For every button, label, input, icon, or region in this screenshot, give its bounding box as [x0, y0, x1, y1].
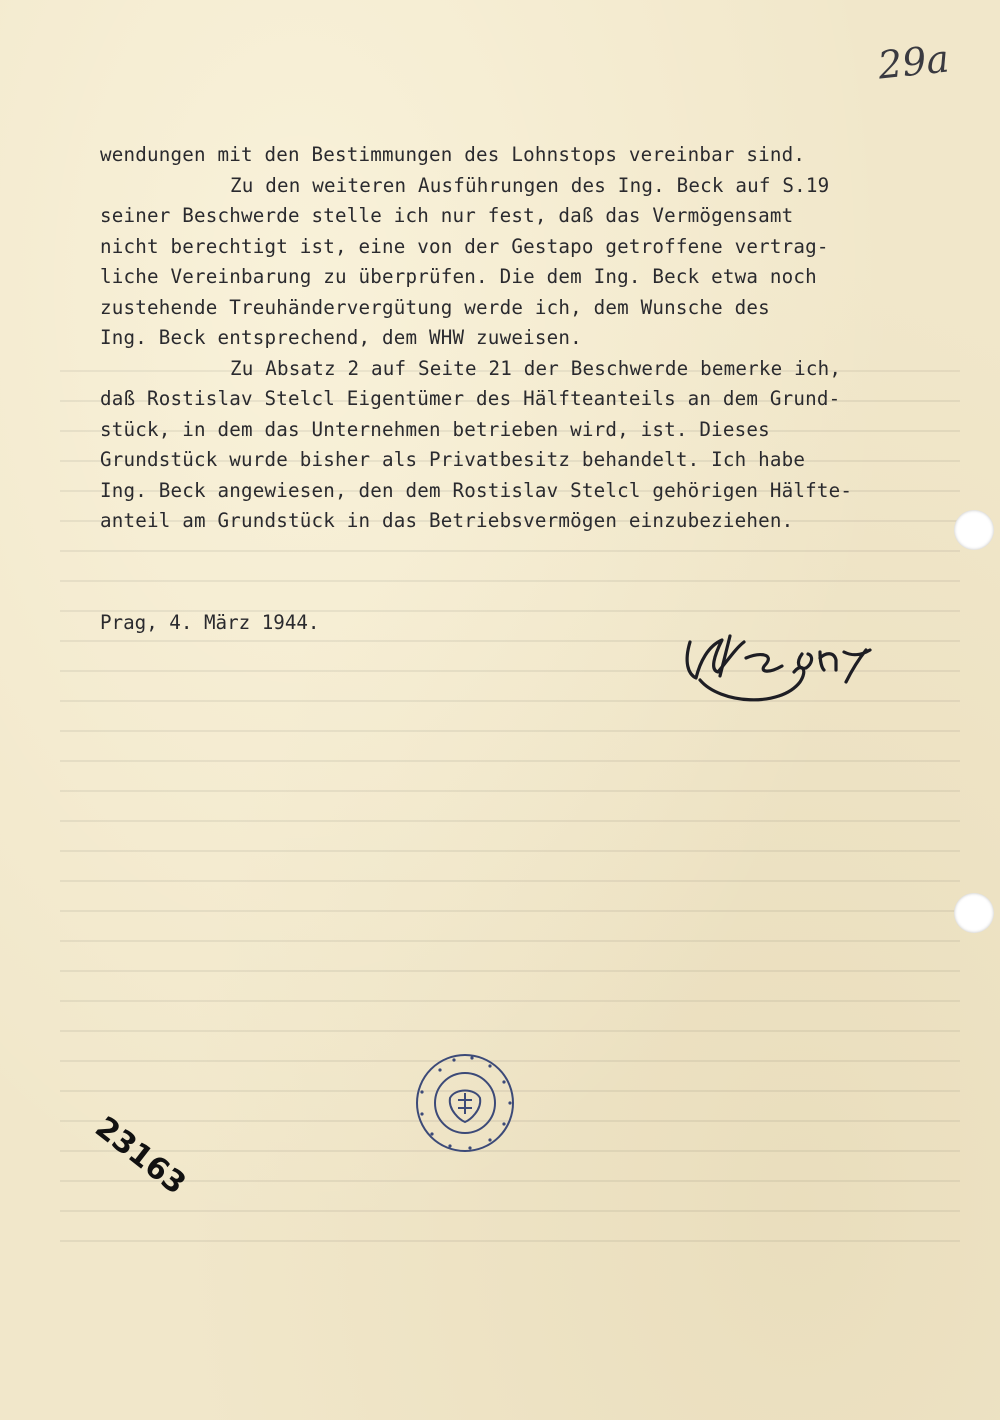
- punch-hole: [954, 510, 994, 550]
- place-and-date: Prag, 4. März 1944.: [100, 611, 320, 634]
- body-line: liche Vereinbarung zu überprüfen. Die dem Ing. Beck etwa noch: [100, 265, 817, 288]
- body-line: stück, in dem das Unternehmen betrieben wird, ist. Dieses: [100, 417, 770, 441]
- body-line: daß Rostislav Stelcl Eigentümer des Hälfteanteils an dem Grund-: [100, 387, 841, 410]
- body-line: wendungen mit den Bestimmungen des Lohnstops vereinbar sind.: [100, 143, 806, 166]
- archive-file-number: 23163: [88, 1110, 193, 1202]
- ministry-stamp: [410, 1048, 520, 1158]
- body-line: zustehende Treuhändervergütung werde ich, dem Wunsche des: [100, 295, 770, 319]
- body-line: Ing. Beck angewiesen, den dem Rostislav Stelcl gehörigen Hälfte-: [100, 478, 853, 502]
- letter-body: [100, 140, 920, 537]
- handwritten-signature: [670, 612, 890, 722]
- body-line: nicht berechtigt ist, eine von der Gestapo getroffene vertrag-: [100, 234, 829, 258]
- punch-hole: [954, 893, 994, 933]
- body-line: Zu Absatz 2 auf Seite 21 der Beschwerde bemerke ich,: [230, 356, 842, 380]
- body-line: Grundstück wurde bisher als Privatbesitz behandelt. Ich habe: [100, 448, 806, 471]
- body-line: Zu den weiteren Ausführungen des Ing. Beck auf S.19: [230, 173, 830, 197]
- body-line: seiner Beschwerde stelle ich nur fest, daß das Vermögensamt: [100, 204, 794, 227]
- body-line: Ing. Beck entsprechend, dem WHW zuweisen.: [100, 326, 582, 349]
- handwritten-page-number: 29a: [875, 36, 952, 88]
- body-line: anteil am Grundstück in das Betriebsvermögen einzubeziehen.: [100, 509, 794, 532]
